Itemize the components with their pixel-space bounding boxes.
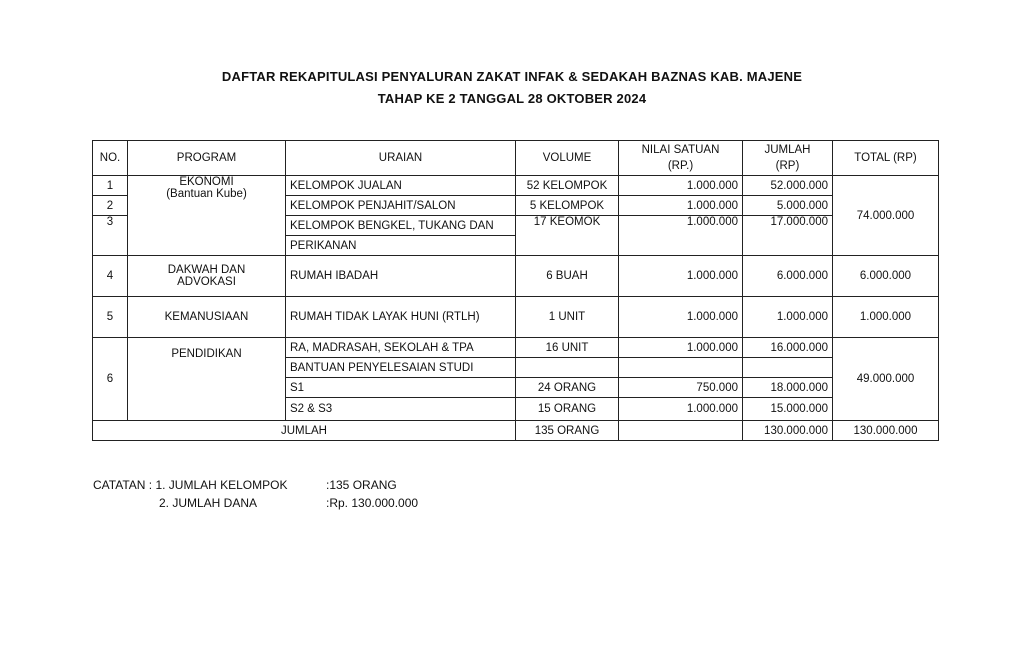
row-jumlah: 6.000.000 xyxy=(743,256,833,297)
table-row xyxy=(93,297,939,338)
header-jumlah-line1: JUMLAH xyxy=(764,144,811,156)
program-ekonomi xyxy=(128,176,286,256)
footer-volume: 135 ORANG xyxy=(516,421,619,441)
note-line2-value: :Rp. 130.000.000 xyxy=(326,496,419,510)
program-ekonomi-line2: (Bantuan Kube) xyxy=(166,188,247,200)
footer-jumlah: 130.000.000 xyxy=(743,421,833,441)
row-uraian: BANTUAN PENYELESAIAN STUDI xyxy=(286,358,516,378)
row-uraian: KELOMPOK BENGKEL, TUKANG DAN xyxy=(286,216,516,236)
program-ekonomi-line1: EKONOMI xyxy=(179,176,234,188)
total-dakwah: 6.000.000 xyxy=(833,256,939,297)
header-uraian: URAIAN xyxy=(286,141,516,176)
header-volume: VOLUME xyxy=(516,141,619,176)
row-uraian: S1 xyxy=(286,378,516,398)
program-dakwah xyxy=(128,256,286,297)
program-pendidikan xyxy=(128,338,286,421)
header-jumlah-line2: (RP) xyxy=(775,160,800,172)
table-row xyxy=(93,256,939,297)
row-volume: 5 KELOMPOK xyxy=(516,196,619,216)
row-volume: 6 BUAH xyxy=(516,256,619,297)
row-jumlah: 5.000.000 xyxy=(743,196,833,216)
header-nilai-line2: (RP.) xyxy=(667,160,694,172)
row-uraian: RA, MADRASAH, SEKOLAH & TPA xyxy=(286,338,516,358)
recap-table xyxy=(92,140,939,441)
row-uraian-continued: PERIKANAN xyxy=(286,236,516,256)
program-pendidikan-label: PENDIDIKAN xyxy=(171,348,242,360)
row-no: 5 xyxy=(93,297,128,338)
row-no: 6 xyxy=(93,338,128,421)
total-ekonomi: 74.000.000 xyxy=(833,176,939,256)
note-line2-label: 2. JUMLAH DANA xyxy=(159,496,258,510)
row-nilai: 750.000 xyxy=(619,378,743,398)
total-kemanusiaan: 1.000.000 xyxy=(833,297,939,338)
program-kemanusiaan: KEMANUSIAAN xyxy=(128,297,286,338)
row-nilai: 1.000.000 xyxy=(619,338,743,358)
row-no: 1 xyxy=(93,176,128,196)
row-jumlah: 18.000.000 xyxy=(743,378,833,398)
row-volume: 17 KEOMOK xyxy=(516,216,619,256)
row-nilai: 1.000.000 xyxy=(619,196,743,216)
row-no: 2 xyxy=(93,196,128,216)
table-row xyxy=(93,176,939,196)
footer-total: 130.000.000 xyxy=(833,421,939,441)
row-volume: 52 KELOMPOK xyxy=(516,176,619,196)
row-jumlah: 17.000.000 xyxy=(743,216,833,256)
total-pendidikan: 49.000.000 xyxy=(833,338,939,421)
footer-label: JUMLAH xyxy=(93,421,516,441)
document-title: DAFTAR REKAPITULASI PENYALURAN ZAKAT INFAK & SEDAKAH BAZNAS KAB. MAJENE xyxy=(221,69,803,84)
row-jumlah xyxy=(743,358,833,378)
header-no: NO. xyxy=(93,141,128,176)
row-no: 4 xyxy=(93,256,128,297)
row-volume: 16 UNIT xyxy=(516,338,619,358)
row-jumlah: 52.000.000 xyxy=(743,176,833,196)
header-nilai-satuan xyxy=(619,141,743,176)
row-nilai xyxy=(619,358,743,378)
program-dakwah-line2: ADVOKASI xyxy=(177,276,236,288)
header-jumlah xyxy=(743,141,833,176)
row-uraian: KELOMPOK PENJAHIT/SALON xyxy=(286,196,516,216)
row-uraian: S2 & S3 xyxy=(286,398,516,421)
row-nilai: 1.000.000 xyxy=(619,398,743,421)
row-nilai: 1.000.000 xyxy=(619,256,743,297)
header-nilai-line1: NILAI SATUAN xyxy=(641,144,720,156)
row-nilai: 1.000.000 xyxy=(619,216,743,256)
row-jumlah: 15.000.000 xyxy=(743,398,833,421)
header-total: TOTAL (RP) xyxy=(833,141,939,176)
footer-nilai-empty xyxy=(619,421,743,441)
table-header-row xyxy=(93,141,939,176)
row-nilai: 1.000.000 xyxy=(619,176,743,196)
note-line1-value: :135 ORANG xyxy=(326,478,397,492)
document-subtitle: TAHAP KE 2 TANGGAL 28 OKTOBER 2024 xyxy=(377,91,647,106)
row-volume: 1 UNIT xyxy=(516,297,619,338)
table-footer-row xyxy=(93,421,939,441)
row-volume: 24 ORANG xyxy=(516,378,619,398)
note-line1-label: CATATAN : 1. JUMLAH KELOMPOK xyxy=(93,478,288,492)
table-row xyxy=(93,338,939,358)
row-uraian: KELOMPOK JUALAN xyxy=(286,176,516,196)
row-nilai: 1.000.000 xyxy=(619,297,743,338)
row-jumlah: 16.000.000 xyxy=(743,338,833,358)
row-uraian: RUMAH TIDAK LAYAK HUNI (RTLH) xyxy=(286,297,516,338)
row-volume xyxy=(516,358,619,378)
row-volume: 15 ORANG xyxy=(516,398,619,421)
row-no: 3 xyxy=(93,216,128,256)
row-uraian: RUMAH IBADAH xyxy=(286,256,516,297)
program-dakwah-line1: DAKWAH DAN xyxy=(167,264,246,276)
header-program: PROGRAM xyxy=(128,141,286,176)
row-jumlah: 1.000.000 xyxy=(743,297,833,338)
